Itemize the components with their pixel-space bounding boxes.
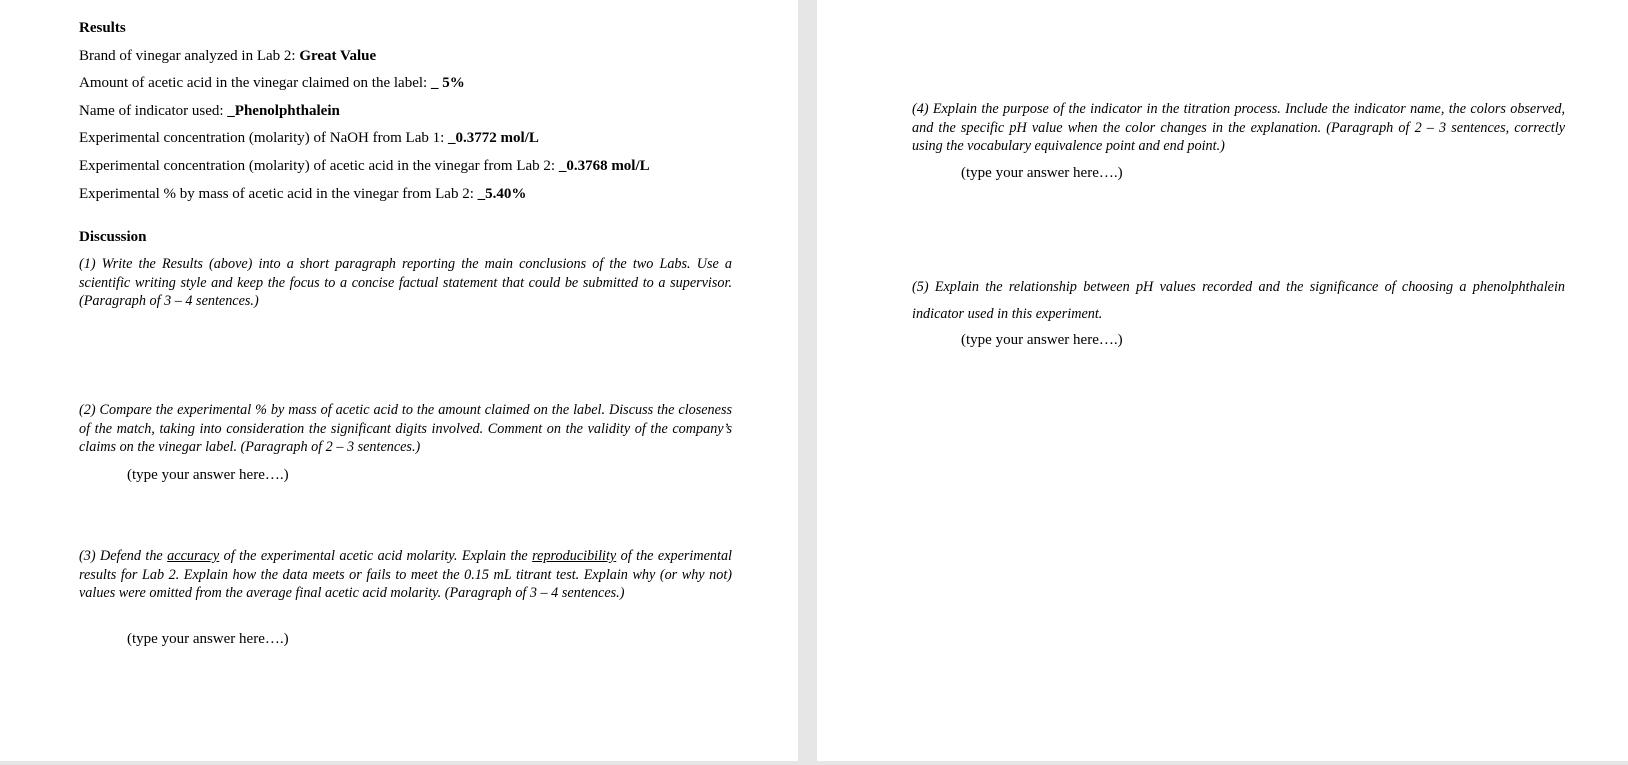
result-mass-percent <box>79 185 526 203</box>
document-page-right <box>817 0 1628 761</box>
result-value[interactable]: _5.40% <box>477 186 527 202</box>
result-value[interactable]: _ 5% <box>430 75 465 91</box>
q3-underlined-reproducibility: reproducibility <box>532 548 617 564</box>
result-label: Experimental concentration (molarity) of NaOH from Lab 1: <box>79 130 449 146</box>
result-indicator <box>79 102 340 120</box>
question-4: (4) Explain the purpose of the indicator in the titration process. Include the indicator name, the colors observed, and the specific pH value when the color changes in the explanation. (Paragraph of 2 – 3 sentences, correctly using the vocabulary equivalence point and end point.) <box>912 101 1565 155</box>
result-claimed-amount <box>79 74 465 92</box>
result-label: Brand of vinegar analyzed in Lab 2: <box>79 48 300 64</box>
question-1: (1) Write the Results (above) into a short paragraph reporting the main conclusions of the two Labs. Use a scientific writing style and keep the focus to a concise factual statement that could be submitted to a supervisor. (Paragraph of 3 – 4 sentences.) <box>79 256 732 310</box>
results-heading: Results <box>79 20 126 36</box>
q3-text: (3) Defend the <box>79 548 168 564</box>
discussion-heading: Discussion <box>79 229 147 245</box>
answer-placeholder-3[interactable]: (type your answer here….) <box>127 631 289 647</box>
q3-underlined-accuracy: accuracy <box>167 548 220 564</box>
q3-text: of the experimental results for Lab 2. Explain how the data meets or fails to meet the 0.15 mL titrant test. Explain why (or why not) values were omitted from the average final acetic acid molarity. (Paragraph of 3 – 4 sentences.) <box>79 548 732 602</box>
result-value[interactable]: Great Value <box>299 48 377 64</box>
result-label: Name of indicator used: <box>79 103 228 119</box>
question-2: (2) Compare the experimental % by mass of acetic acid to the amount claimed on the label. Discuss the closeness of the match, taking into consideration the significant digits involved. Comment on the validity of the company’s claims on the vinegar label. (Paragraph of 2 – 3 sentences.) <box>79 402 732 456</box>
answer-placeholder-5[interactable]: (type your answer here….) <box>961 332 1123 348</box>
result-brand <box>79 47 376 65</box>
result-value[interactable]: _0.3772 mol/L <box>448 130 539 146</box>
answer-placeholder-4[interactable]: (type your answer here….) <box>961 165 1123 181</box>
result-value[interactable]: _Phenolphthalein <box>227 103 340 119</box>
document-page-left <box>0 0 798 761</box>
result-value[interactable]: _0.3768 mol/L <box>558 158 650 174</box>
question-3 <box>79 547 732 603</box>
result-acetic-molarity <box>79 157 650 175</box>
result-label: Experimental % by mass of acetic acid in the vinegar from Lab 2: <box>79 186 478 202</box>
question-5: (5) Explain the relationship between pH values recorded and the significance of choosing a phenolphthalein indicator used in this experiment. <box>912 279 1565 322</box>
result-label: Experimental concentration (molarity) of acetic acid in the vinegar from Lab 2: <box>79 158 559 174</box>
result-naoh-molarity <box>79 129 539 147</box>
q3-text: of the experimental acetic acid molarity. Explain the <box>219 548 533 564</box>
result-label: Amount of acetic acid in the vinegar claimed on the label: <box>79 75 431 91</box>
answer-placeholder-2[interactable]: (type your answer here….) <box>127 467 289 483</box>
